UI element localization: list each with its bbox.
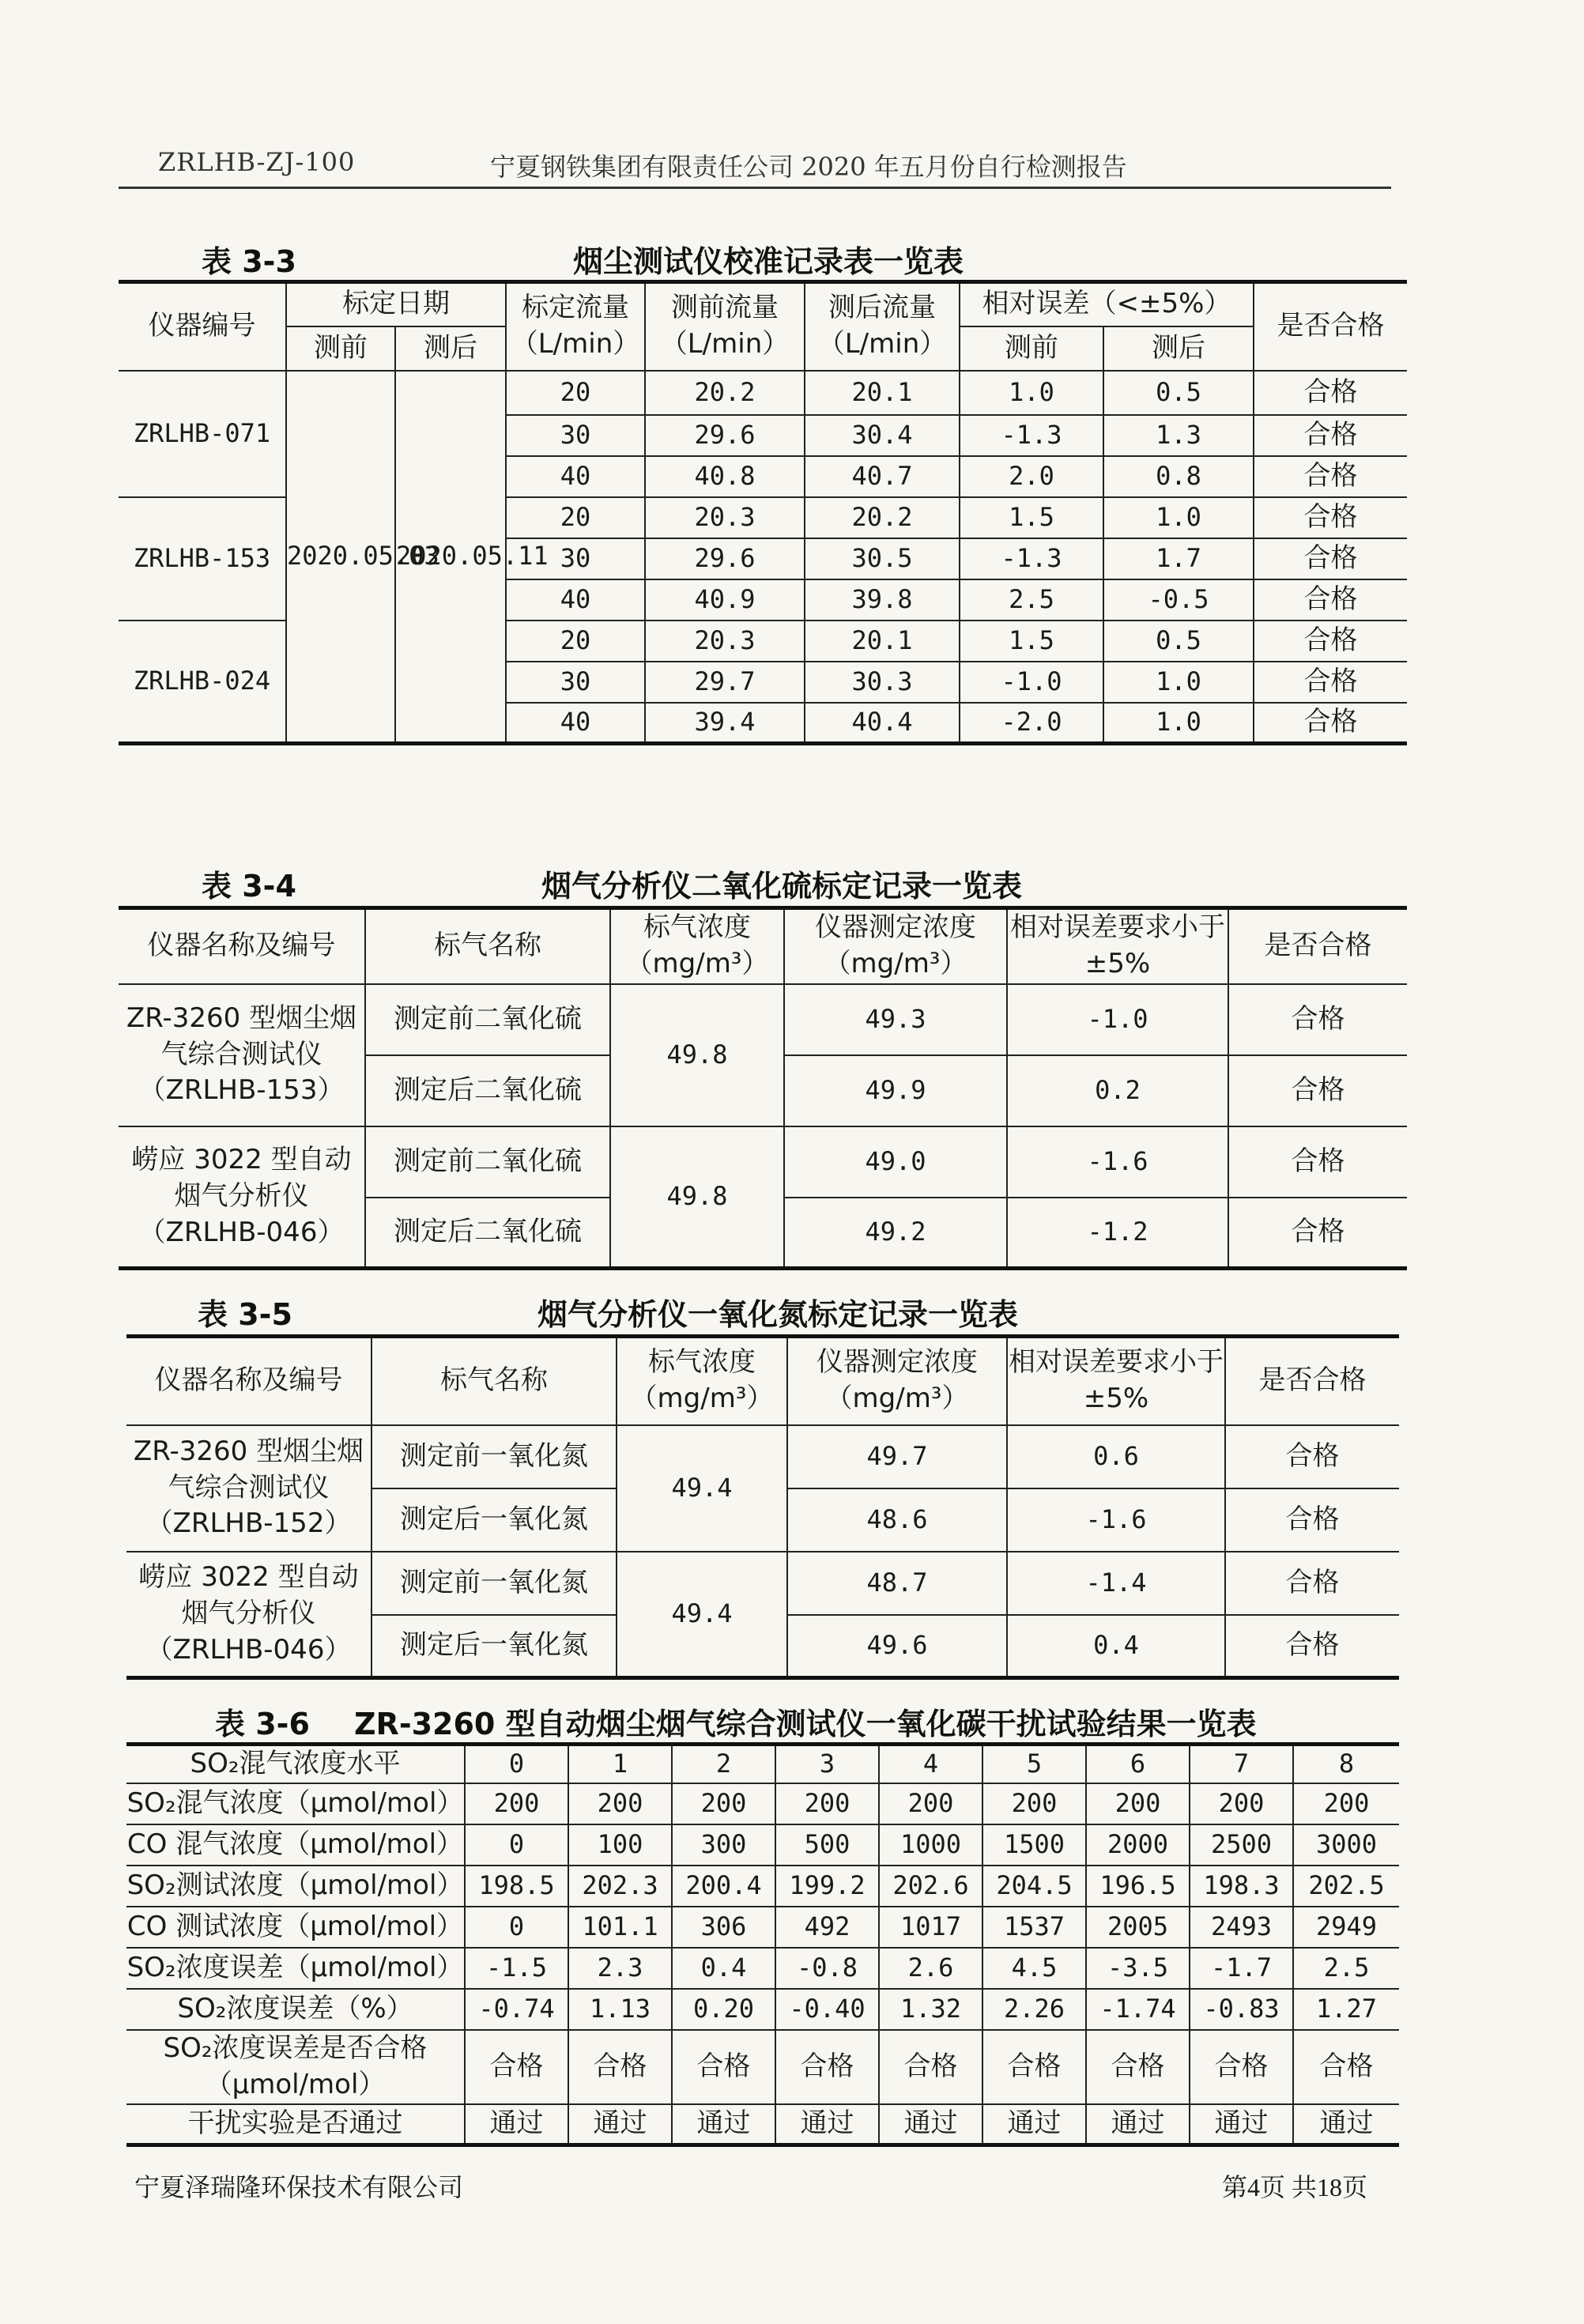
relative-error: 0.4 (1007, 1615, 1225, 1678)
col-header-gas-conc: 标气浓度（mg/m³） (617, 1337, 787, 1425)
value-cell: 2005 (1086, 1907, 1190, 1948)
table-row (126, 1783, 1399, 1824)
value-cell: 合格 (465, 2030, 568, 2104)
calib-flow: 40 (506, 456, 645, 497)
err-before: 1.5 (960, 621, 1103, 662)
pass-status: 合格 (1225, 1552, 1399, 1615)
relative-error: -1.6 (1007, 1488, 1225, 1552)
date-before: 2020.05.03 (286, 371, 395, 744)
value-cell: 2.5 (1293, 1948, 1399, 1989)
err-before: -2.0 (960, 703, 1103, 744)
value-cell: 合格 (1190, 2030, 1293, 2104)
col-header-flow-before: 测前流量（L/min） (645, 282, 805, 371)
value-cell: 合格 (1086, 2030, 1190, 2104)
table-row (126, 1948, 1399, 1989)
value-cell: 1500 (982, 1824, 1086, 1866)
value-cell: 200 (775, 1783, 879, 1824)
col-header-pass: 是否合格 (1225, 1337, 1399, 1425)
pass-status: 合格 (1254, 371, 1407, 415)
err-after: 1.0 (1103, 662, 1254, 703)
col-header-instrument: 仪器编号 (119, 282, 286, 371)
value-cell: 合格 (1293, 2030, 1399, 2104)
table-title: ZR-3260 型自动烟尘烟气综合测试仪一氧化碳干扰试验结果一览表 (354, 1707, 1257, 1741)
measured-concentration: 48.7 (787, 1552, 1007, 1615)
err-after: 0.5 (1103, 621, 1254, 662)
flow-before: 29.7 (645, 662, 805, 703)
measured-concentration: 49.0 (784, 1126, 1007, 1198)
gas-name: 测定后一氧化氮 (371, 1615, 617, 1678)
row-label: CO 混气浓度（μmol/mol） (126, 1824, 465, 1866)
instrument-name: ZR-3260 型烟尘烟气综合测试仪（ZRLHB-152） (126, 1425, 371, 1552)
flow-after: 39.8 (805, 579, 960, 621)
value-cell: 1.32 (879, 1989, 982, 2030)
table-row (119, 984, 1407, 1055)
relative-error: -1.2 (1007, 1198, 1228, 1269)
value-cell: 通过 (465, 2104, 568, 2145)
err-before: -1.3 (960, 415, 1103, 456)
table-row (126, 1907, 1399, 1948)
value-cell: 6 (1086, 1745, 1190, 1783)
value-cell: 200 (465, 1783, 568, 1824)
pass-status: 合格 (1254, 497, 1407, 538)
value-cell: 1537 (982, 1907, 1086, 1948)
footer-company: 宁夏泽瑞隆环保技术有限公司 (134, 2172, 464, 2202)
value-cell: 101.1 (568, 1907, 672, 1948)
value-cell: 通过 (775, 2104, 879, 2145)
value-cell: 200 (1293, 1783, 1399, 1824)
instrument-id: ZRLHB-024 (119, 621, 286, 744)
value-cell: 2500 (1190, 1824, 1293, 1866)
calib-flow: 20 (506, 621, 645, 662)
calib-flow: 20 (506, 371, 645, 415)
pass-status: 合格 (1228, 1055, 1407, 1126)
value-cell: -1.5 (465, 1948, 568, 1989)
value-cell: 204.5 (982, 1866, 1086, 1907)
table-row (126, 2030, 1399, 2104)
value-cell: 100 (568, 1824, 672, 1866)
value-cell: -0.83 (1190, 1989, 1293, 2030)
relative-error: -1.6 (1007, 1126, 1228, 1198)
value-cell: 8 (1293, 1745, 1399, 1783)
col-header-pass: 是否合格 (1254, 282, 1407, 371)
value-cell: 198.5 (465, 1866, 568, 1907)
value-cell: 7 (1190, 1745, 1293, 1783)
pass-status: 合格 (1254, 415, 1407, 456)
value-cell: 0.4 (672, 1948, 775, 1989)
err-after: 0.5 (1103, 371, 1254, 415)
value-cell: 1017 (879, 1907, 982, 1948)
measured-concentration: 49.6 (787, 1615, 1007, 1678)
instrument-name: 崂应 3022 型自动烟气分析仪（ZRLHB-046） (119, 1126, 365, 1269)
flow-before: 20.3 (645, 621, 805, 662)
value-cell: 200 (1190, 1783, 1293, 1824)
table-3-5-body (126, 1425, 1399, 1678)
row-label: SO₂混气浓度（μmol/mol） (126, 1783, 465, 1824)
err-after: 1.7 (1103, 538, 1254, 579)
err-after: 1.0 (1103, 703, 1254, 744)
col-header-pass: 是否合格 (1228, 908, 1407, 984)
value-cell: 0 (465, 1745, 568, 1783)
col-header-calib-flow: 标定流量（L/min） (506, 282, 645, 371)
value-cell: 通过 (1190, 2104, 1293, 2145)
row-label: SO₂浓度误差（%） (126, 1989, 465, 2030)
pass-status: 合格 (1254, 621, 1407, 662)
table-row (126, 2104, 1399, 2145)
table-row (126, 1824, 1399, 1866)
measured-concentration: 48.6 (787, 1488, 1007, 1552)
value-cell: 合格 (879, 2030, 982, 2104)
calib-flow: 40 (506, 703, 645, 744)
value-cell: 199.2 (775, 1866, 879, 1907)
flow-after: 30.5 (805, 538, 960, 579)
date-after: 2020.05.11 (395, 371, 506, 744)
value-cell: 3000 (1293, 1824, 1399, 1866)
col-header-measured: 仪器测定浓度（mg/m³） (784, 908, 1007, 984)
value-cell: -0.8 (775, 1948, 879, 1989)
table-3-3-caption (202, 237, 1387, 279)
table-number: 表 3-5 (198, 1297, 292, 1332)
col-header-date-after: 测后 (395, 326, 506, 371)
table-row (119, 1126, 1407, 1198)
calib-flow: 40 (506, 579, 645, 621)
value-cell: 200 (982, 1783, 1086, 1824)
gas-name: 测定后二氧化硫 (365, 1055, 610, 1126)
pass-status: 合格 (1225, 1488, 1399, 1552)
col-header-gas-conc: 标气浓度（mg/m³） (610, 908, 784, 984)
value-cell: 300 (672, 1824, 775, 1866)
col-header-instrument: 仪器名称及编号 (119, 908, 365, 984)
pass-status: 合格 (1228, 1126, 1407, 1198)
value-cell: 3 (775, 1745, 879, 1783)
page-header (158, 147, 1391, 182)
err-before: 2.5 (960, 579, 1103, 621)
value-cell: -0.40 (775, 1989, 879, 2030)
value-cell: 202.6 (879, 1866, 982, 1907)
flow-after: 20.1 (805, 371, 960, 415)
err-before: 1.5 (960, 497, 1103, 538)
col-header-date-before: 测前 (286, 326, 395, 371)
flow-after: 20.2 (805, 497, 960, 538)
err-before: 1.0 (960, 371, 1103, 415)
err-after: -0.5 (1103, 579, 1254, 621)
flow-after: 30.4 (805, 415, 960, 456)
value-cell: 通过 (1293, 2104, 1399, 2145)
gas-name: 测定后一氧化氮 (371, 1488, 617, 1552)
table-3-5 (126, 1334, 1399, 1680)
gas-name: 测定前一氧化氮 (371, 1425, 617, 1488)
table-number: 表 3-6 (215, 1707, 310, 1741)
value-cell: 0 (465, 1907, 568, 1948)
err-after: 0.8 (1103, 456, 1254, 497)
value-cell: 2000 (1086, 1824, 1190, 1866)
col-header-date: 标定日期 (286, 282, 506, 326)
gas-concentration: 49.8 (610, 1126, 784, 1269)
pass-status: 合格 (1225, 1425, 1399, 1488)
flow-before: 20.3 (645, 497, 805, 538)
value-cell: 合格 (568, 2030, 672, 2104)
value-cell: 通过 (879, 2104, 982, 2145)
calib-flow: 30 (506, 415, 645, 456)
report-title: 宁夏钢铁集团有限责任公司 2020 年五月份自行检测报告 (490, 152, 1127, 182)
col-header-err-before: 测前 (960, 326, 1103, 371)
value-cell: 200 (672, 1783, 775, 1824)
value-cell: 198.3 (1190, 1866, 1293, 1907)
table-title: 烟气分析仪一氧化氮标定记录一览表 (537, 1297, 1019, 1332)
table-3-5-caption (198, 1290, 1383, 1332)
value-cell: 200.4 (672, 1866, 775, 1907)
measured-concentration: 49.7 (787, 1425, 1007, 1488)
flow-after: 30.3 (805, 662, 960, 703)
col-header-rel-error: 相对误差要求小于±5% (1007, 1337, 1225, 1425)
row-label: 干扰实验是否通过 (126, 2104, 465, 2145)
gas-name: 测定后二氧化硫 (365, 1198, 610, 1269)
value-cell: 通过 (672, 2104, 775, 2145)
value-cell: 0 (465, 1824, 568, 1866)
header-divider (119, 187, 1391, 189)
flow-after: 20.1 (805, 621, 960, 662)
value-cell: 492 (775, 1907, 879, 1948)
flow-before: 29.6 (645, 538, 805, 579)
table-row (126, 1989, 1399, 2030)
value-cell: -0.74 (465, 1989, 568, 2030)
gas-concentration: 49.8 (610, 984, 784, 1126)
instrument-name: 崂应 3022 型自动烟气分析仪（ZRLHB-046） (126, 1552, 371, 1678)
value-cell: 306 (672, 1907, 775, 1948)
col-header-flow-after: 测后流量（L/min） (805, 282, 960, 371)
err-after: 1.3 (1103, 415, 1254, 456)
page-number: 第4页 共18页 (1221, 2173, 1367, 2201)
flow-after: 40.7 (805, 456, 960, 497)
value-cell: -1.74 (1086, 1989, 1190, 2030)
value-cell: 合格 (982, 2030, 1086, 2104)
measured-concentration: 49.3 (784, 984, 1007, 1055)
value-cell: 202.5 (1293, 1866, 1399, 1907)
pass-status: 合格 (1254, 662, 1407, 703)
measured-concentration: 49.2 (784, 1198, 1007, 1269)
table-3-6-caption (215, 1700, 1401, 1741)
flow-after: 40.4 (805, 703, 960, 744)
calib-flow: 30 (506, 538, 645, 579)
value-cell: 196.5 (1086, 1866, 1190, 1907)
flow-before: 29.6 (645, 415, 805, 456)
table-number: 表 3-4 (202, 869, 296, 904)
value-cell: 通过 (1086, 2104, 1190, 2145)
value-cell: 1.13 (568, 1989, 672, 2030)
calib-flow: 20 (506, 497, 645, 538)
value-cell: 4.5 (982, 1948, 1086, 1989)
calib-flow: 30 (506, 662, 645, 703)
pass-status: 合格 (1254, 456, 1407, 497)
table-3-4-body (119, 984, 1407, 1269)
pass-status: 合格 (1254, 579, 1407, 621)
table-3-4 (119, 906, 1407, 1270)
value-cell: 200 (568, 1783, 672, 1824)
row-label: SO₂混气浓度水平 (126, 1745, 465, 1783)
relative-error: 0.6 (1007, 1425, 1225, 1488)
value-cell: -3.5 (1086, 1948, 1190, 1989)
pass-status: 合格 (1254, 703, 1407, 744)
value-cell: 1000 (879, 1824, 982, 1866)
table-row (126, 1552, 1399, 1615)
table-title: 烟气分析仪二氧化硫标定记录一览表 (541, 869, 1023, 904)
table-row (119, 371, 1407, 415)
instrument-id: ZRLHB-071 (119, 371, 286, 497)
value-cell: 2 (672, 1745, 775, 1783)
col-header-gas-name: 标气名称 (365, 908, 610, 984)
instrument-id: ZRLHB-153 (119, 497, 286, 621)
row-label: SO₂测试浓度（μmol/mol） (126, 1866, 465, 1907)
value-cell: 通过 (568, 2104, 672, 2145)
err-before: 2.0 (960, 456, 1103, 497)
table-title: 烟尘测试仪校准记录表一览表 (573, 244, 964, 279)
pass-status: 合格 (1228, 984, 1407, 1055)
value-cell: 200 (879, 1783, 982, 1824)
value-cell: 200 (1086, 1783, 1190, 1824)
value-cell: 2.26 (982, 1989, 1086, 2030)
gas-name: 测定前二氧化硫 (365, 1126, 610, 1198)
row-label: SO₂浓度误差（μmol/mol） (126, 1948, 465, 1989)
col-header-rel-error: 相对误差要求小于±5% (1007, 908, 1228, 984)
col-header-instrument: 仪器名称及编号 (126, 1337, 371, 1425)
row-label: CO 测试浓度（μmol/mol） (126, 1907, 465, 1948)
relative-error: -1.4 (1007, 1552, 1225, 1615)
row-label: SO₂浓度误差是否合格（μmol/mol） (126, 2030, 465, 2104)
value-cell: 202.3 (568, 1866, 672, 1907)
err-before: -1.3 (960, 538, 1103, 579)
value-cell: 500 (775, 1824, 879, 1866)
table-3-3 (119, 280, 1407, 745)
pass-status: 合格 (1254, 538, 1407, 579)
pass-status: 合格 (1228, 1198, 1407, 1269)
gas-name: 测定前一氧化氮 (371, 1552, 617, 1615)
value-cell: 合格 (672, 2030, 775, 2104)
value-cell: 2.6 (879, 1948, 982, 1989)
gas-name: 测定前二氧化硫 (365, 984, 610, 1055)
col-header-rel-error: 相对误差（<±5%） (960, 282, 1254, 326)
value-cell: 通过 (982, 2104, 1086, 2145)
measured-concentration: 49.9 (784, 1055, 1007, 1126)
table-row (126, 1425, 1399, 1488)
table-3-6-body (126, 1745, 1399, 2145)
flow-before: 40.9 (645, 579, 805, 621)
value-cell: 0.20 (672, 1989, 775, 2030)
gas-concentration: 49.4 (617, 1425, 787, 1552)
value-cell: 1.27 (1293, 1989, 1399, 2030)
flow-before: 20.2 (645, 371, 805, 415)
pass-status: 合格 (1225, 1615, 1399, 1678)
err-before: -1.0 (960, 662, 1103, 703)
table-3-6 (126, 1742, 1399, 2147)
col-header-gas-name: 标气名称 (371, 1337, 617, 1425)
value-cell: 4 (879, 1745, 982, 1783)
col-header-measured: 仪器测定浓度（mg/m³） (787, 1337, 1007, 1425)
gas-concentration: 49.4 (617, 1552, 787, 1678)
err-after: 1.0 (1103, 497, 1254, 538)
flow-before: 39.4 (645, 703, 805, 744)
instrument-name: ZR-3260 型烟尘烟气综合测试仪（ZRLHB-153） (119, 984, 365, 1126)
relative-error: 0.2 (1007, 1055, 1228, 1126)
col-header-err-after: 测后 (1103, 326, 1254, 371)
flow-before: 40.8 (645, 456, 805, 497)
value-cell: -1.7 (1190, 1948, 1293, 1989)
value-cell: 合格 (775, 2030, 879, 2104)
table-row (126, 1745, 1399, 1783)
table-3-4-caption (202, 862, 1387, 904)
table-row (126, 1866, 1399, 1907)
relative-error: -1.0 (1007, 984, 1228, 1055)
table-3-3-body (119, 371, 1407, 744)
table-number: 表 3-3 (202, 244, 296, 279)
value-cell: 1 (568, 1745, 672, 1783)
value-cell: 2.3 (568, 1948, 672, 1989)
value-cell: 2493 (1190, 1907, 1293, 1948)
value-cell: 2949 (1293, 1907, 1399, 1948)
report-code: ZRLHB-ZJ-100 (158, 147, 356, 177)
value-cell: 5 (982, 1745, 1086, 1783)
